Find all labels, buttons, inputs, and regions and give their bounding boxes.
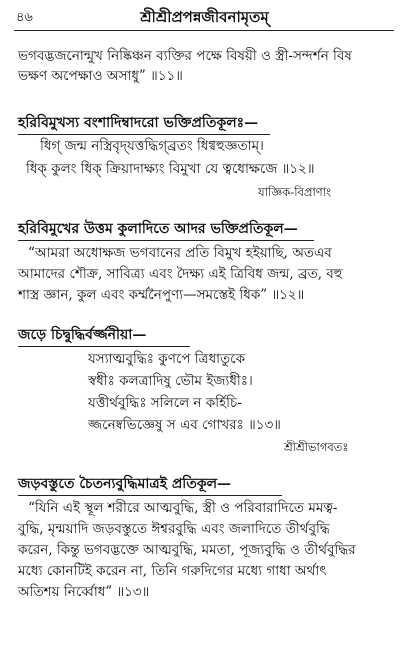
section2-body-line-3: শাস্ত্র জ্ঞান, কুল এবং কর্ম্মনৈপুণ্য—সমস্তেই ধিক” ॥১২॥ bbox=[18, 287, 305, 303]
section4-body-line-2: বুদ্ধি, মৃন্ময়াদি জড়বস্তুতে ঈশ্বরবুদ্ধি এবং জলাদিতে তীর্থবুদ্ধি bbox=[18, 521, 330, 537]
header-rule bbox=[14, 30, 394, 31]
section1-heading-underline bbox=[18, 134, 270, 135]
section3-verse-line-3: যত্তীর্থবুদ্ধিঃ সলিলে ন কর্হিচি- bbox=[88, 395, 242, 411]
section3-verse-line-2: স্বধীঃ কলত্রাদিষু ভৌম ইজ্যধীঃ। bbox=[88, 373, 253, 389]
page-header bbox=[0, 6, 409, 28]
section3-verse-line-1: যস্যাত্মবুদ্ধিঃ কুণপে ত্রিধাতুকে bbox=[88, 351, 246, 367]
section4-body-line-5: অতিশয় নির্ব্বোধ” ॥১৩॥ bbox=[18, 584, 150, 600]
section2-body-line-2: আমাদের শৌক্র, সাবিত্র্য এবং দৈক্ষ্য এই ত্রিবিধ জন্ম, ব্রত, বহু bbox=[18, 266, 343, 282]
section1-attribution: যাজ্ঞিক-বিপ্রাণাং bbox=[258, 185, 332, 199]
section1-heading: হরিবিমুখস্য বংশাদিম্বাদরো ভক্তিপ্রতিকূলঃ— bbox=[18, 115, 259, 131]
section1-verse-line-2: ধিক্ কুলং ধিক্ ক্রিয়াদাক্ষ্যং বিমুখা যে ত্বধোক্ষজে ॥১২॥ bbox=[26, 161, 315, 177]
section3-heading: জড়ে চিদ্বুদ্ধির্বর্জ্জনীয়া— bbox=[18, 327, 147, 343]
section3-verse-line-4: জ্জনেষ্বভিজ্ঞেষু স এব গোখরঃ ॥১৩॥ bbox=[88, 417, 281, 433]
section3-heading-underline bbox=[18, 346, 190, 347]
section4-body-line-1: “যিনি এই স্থূল শরীরে আত্মবুদ্ধি, স্ত্রী ও পরিবারাদিতে মমত্ব- bbox=[28, 500, 338, 516]
section2-body-line-1: “আমরা অধোক্ষজ ভগবানের প্রতি বিমুখ হইয়াছি, অতএব bbox=[28, 245, 332, 261]
page-number: ৪৬ bbox=[16, 10, 33, 25]
intro-line-1: ভগবদ্ভজনোন্মুখ নিষ্কিঞ্চন ব্যক্তির পক্ষে বিষয়ী ও স্ত্রী-সন্দর্শন বিষ bbox=[18, 48, 352, 64]
section4-heading-underline bbox=[18, 495, 282, 496]
section2-heading: হরিবিমুখের উত্তম কুলাদিতে আদর ভক্তিপ্রতিকূল— bbox=[18, 221, 298, 237]
section4-body-line-4: মধ্যে কোনটিই করেন না, তিনি গরুদিগের মধ্যে গাধা অর্থাৎ bbox=[18, 563, 327, 579]
section1-verse-line-1: ধিগ্ জন্ম নস্ত্রিবৃদ্‌যত্তদ্ধিগ্‌ব্রতং ধিগ্বহুজ্ঞতাম্। bbox=[40, 138, 264, 154]
intro-line-2: ভক্ষণ অপেক্ষাও অসাধু” ॥১১॥ bbox=[18, 68, 183, 84]
section2-heading-underline bbox=[18, 240, 314, 241]
section4-body-line-3: করেন, কিন্তু ভগবদ্ভক্তে আত্মবুদ্ধি, মমতা, পূজ্যবুদ্ধি ও তীর্থবুদ্ধির bbox=[18, 542, 356, 558]
running-title: শ্রীশ্রীপ্রপন্নজীবনামৃতম্ bbox=[140, 8, 269, 26]
section4-heading: জড়বস্তুতে চৈতন্যবুদ্ধিমাত্রই প্রতিকূল— bbox=[18, 476, 232, 492]
section3-attribution: শ্রীশ্রীভাগবতঃ bbox=[284, 440, 349, 454]
